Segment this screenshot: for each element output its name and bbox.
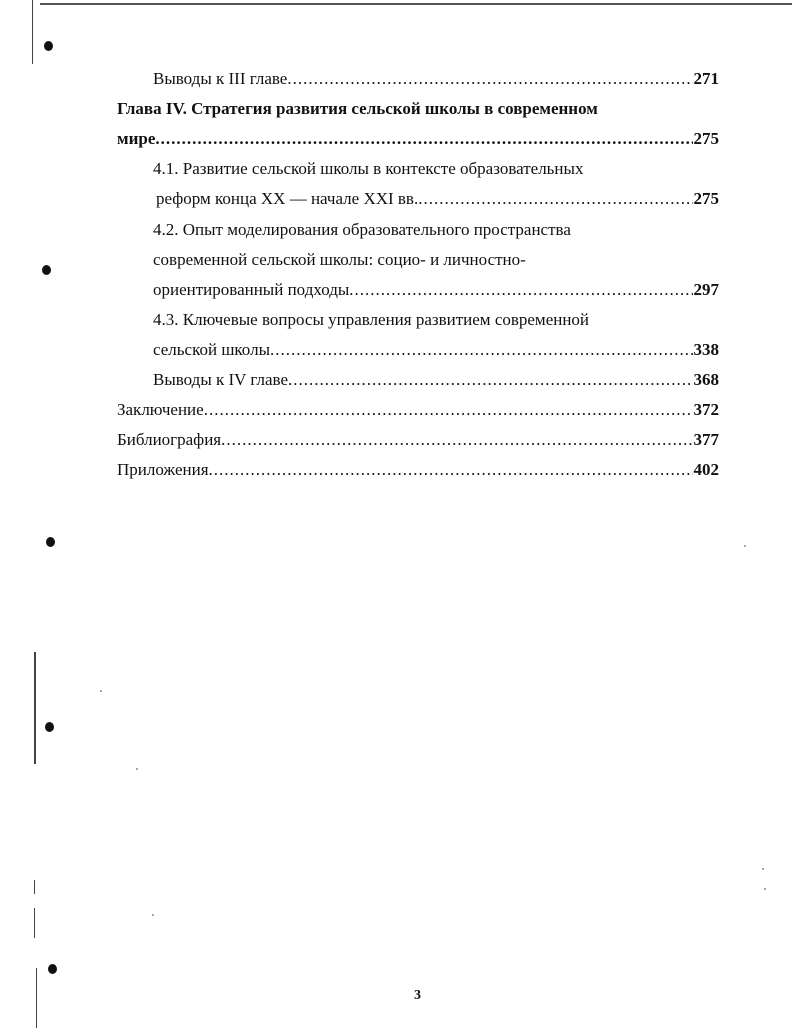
toc-leader-dots <box>287 69 692 89</box>
binder-hole <box>45 722 54 732</box>
toc-entry-conclusion <box>117 400 719 420</box>
toc-page: 377 <box>693 430 719 449</box>
binder-hole <box>42 265 51 275</box>
toc-title: сельской школы <box>153 340 270 359</box>
toc-title: реформ конца XX — начале XXI вв. <box>156 189 419 208</box>
toc-leader-dots <box>155 129 692 149</box>
section-4-2-title-cont: современной сельской школы: социо- и личностно- <box>153 250 526 269</box>
toc-entry-4-1 <box>156 189 719 209</box>
top-border-line <box>40 3 792 5</box>
toc-leader-dots <box>221 430 692 450</box>
toc-leader-dots <box>349 280 692 300</box>
toc-entry-conclusions-ch4 <box>153 370 719 390</box>
left-margin-tick <box>34 880 35 894</box>
left-margin-line <box>32 0 33 64</box>
toc-page: 297 <box>693 280 719 299</box>
chapter4-title: Глава IV. Стратегия развития сельской школы в современном <box>117 99 598 118</box>
toc-page: 275 <box>693 189 719 208</box>
scan-speck <box>136 768 138 770</box>
toc-entry-4-3 <box>153 340 719 360</box>
toc-title: Выводы к III главе <box>153 69 288 88</box>
toc-title: Выводы к IV главе <box>153 370 289 389</box>
toc-entry-appendices <box>117 460 719 480</box>
toc-page: 275 <box>693 129 719 148</box>
toc-entry-bibliography <box>117 430 719 450</box>
toc-title: Приложения <box>117 460 209 479</box>
scan-speck <box>764 888 766 890</box>
toc-leader-dots <box>270 340 693 360</box>
toc-entry-chapter4 <box>117 129 719 149</box>
toc-title: мире <box>117 129 156 148</box>
binder-hole <box>48 964 57 974</box>
toc-page: 271 <box>693 69 719 88</box>
toc-title: Заключение <box>117 400 204 419</box>
toc-leader-dots <box>288 370 692 390</box>
toc-page: 402 <box>693 460 719 479</box>
toc-page: 372 <box>693 400 719 419</box>
toc-entry-conclusions-ch3 <box>153 69 719 89</box>
toc-title: Библиография <box>117 430 222 449</box>
left-margin-mark <box>34 652 36 764</box>
binder-hole <box>46 537 55 547</box>
scan-speck <box>100 690 102 692</box>
toc-leader-dots <box>204 400 693 420</box>
toc-page: 368 <box>693 370 719 389</box>
toc-page: 338 <box>693 340 719 359</box>
scan-speck <box>152 914 154 916</box>
section-4-3-title: 4.3. Ключевые вопросы управления развитием современной <box>153 310 590 329</box>
left-margin-tick <box>36 968 37 1028</box>
toc-entry-4-2 <box>153 280 719 300</box>
page-number: 3 <box>414 988 421 1003</box>
scan-speck <box>762 868 764 870</box>
toc-title: ориентированный подходы <box>153 280 350 299</box>
left-margin-tick <box>34 908 35 938</box>
toc-leader-dots <box>209 460 693 480</box>
binder-hole <box>44 41 53 51</box>
toc-leader-dots <box>418 189 692 209</box>
scan-speck <box>744 545 746 547</box>
section-4-1-title: 4.1. Развитие сельской школы в контексте образовательных <box>153 159 584 178</box>
section-4-2-title: 4.2. Опыт моделирования образовательного пространства <box>153 220 571 239</box>
